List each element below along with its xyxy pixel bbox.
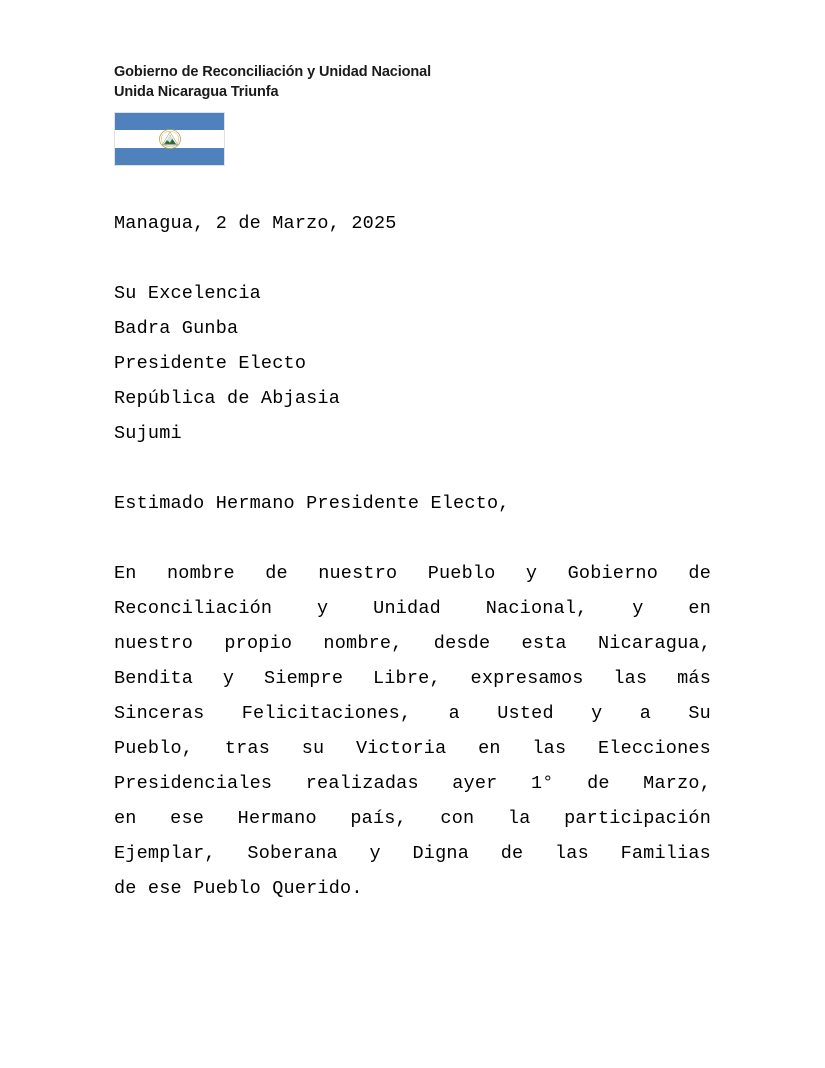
body-line: Sinceras Felicitaciones, a Usted y a Su [114,703,711,724]
spacer-after-salutation [114,521,711,556]
letter-paragraph-1 [114,556,711,906]
address-line-city: Sujumi [114,423,182,444]
letter-body [114,206,711,906]
flag-band-top [115,113,224,130]
flag-band-bottom [115,148,224,165]
letter-date: Managua, 2 de Marzo, 2025 [114,213,397,234]
address-line-country: República de Abjasia [114,388,341,409]
address-line-salutation-title: Su Excelencia [114,283,261,304]
nicaragua-flag [114,112,225,166]
nicaragua-coat-of-arms-icon [159,129,181,149]
body-line: Ejemplar, Soberana y Digna de las Familias [114,843,711,864]
body-line: Pueblo, tras su Victoria en las Elecciones [114,738,711,759]
body-line: Reconciliación y Unidad Nacional, y en [114,598,711,619]
spacer-after-date [114,241,711,276]
recipient-address-block [114,276,711,451]
letter-salutation: Estimado Hermano Presidente Electo, [114,493,510,514]
flag-graphic [114,112,225,166]
address-line-office: Presidente Electo [114,353,307,374]
letterhead-line-2: Unida Nicaragua Triunfa [114,84,279,100]
letterhead [114,62,714,102]
body-line: Bendita y Siempre Libre, expresamos las más [114,668,711,689]
spacer-after-address [114,451,711,486]
body-line: de ese Pueblo Querido. [114,878,363,899]
body-line: en ese Hermano país, con la participación [114,808,711,829]
body-line: nuestro propio nombre, desde esta Nicaragua, [114,633,711,654]
body-line: Presidenciales realizadas ayer 1° de Marzo, [114,773,711,794]
body-line: En nombre de nuestro Pueblo y Gobierno de [114,563,711,584]
letterhead-line-1: Gobierno de Reconciliación y Unidad Nacional [114,64,432,80]
address-line-name: Badra Gunba [114,318,239,339]
